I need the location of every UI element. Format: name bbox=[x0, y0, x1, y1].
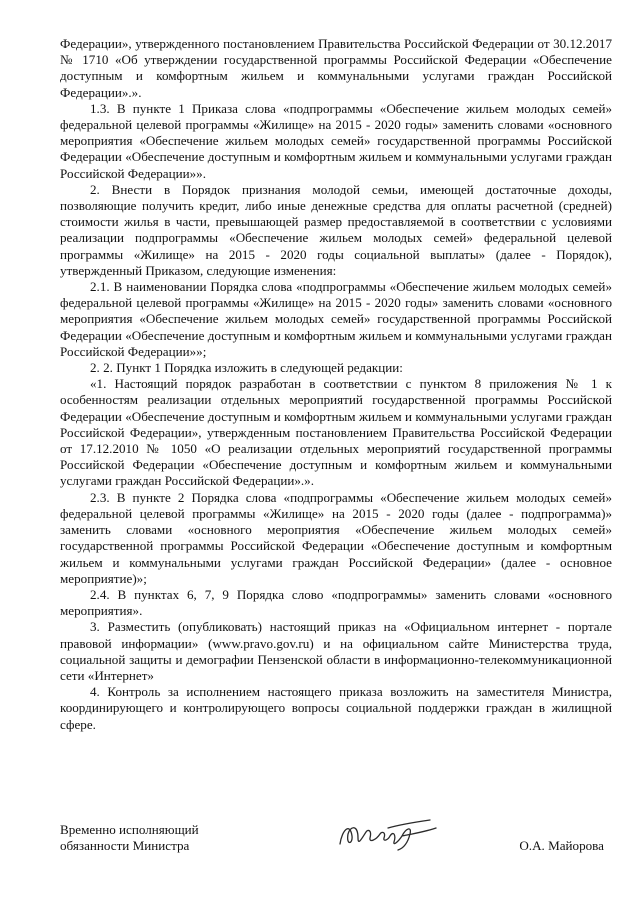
paragraph-10: 4. Контроль за исполнением настоящего приказа возложить на заместителя Министра, координирующего и контролирующего вопросы социальной поддержки граждан в жилищной сфере. bbox=[60, 684, 612, 732]
paragraph-2: 1.3. В пункте 1 Приказа слова «подпрограммы «Обеспечение жильем молодых семей» федеральной целевой программы «Жилище» на 2015 - 2020 годы» заменить словами «основного мероприятия «Обеспечение жильем молодых семей» государственной программы Российской Федерации «Обеспечение доступным и комфортным жильем и коммунальными услугами граждан Российской Федерации»». bbox=[60, 100, 612, 181]
signatory-name: О.А. Майорова bbox=[519, 838, 604, 853]
paragraph-1: Федерации», утвержденного постановлением Правительства Российской Федерации от 30.12.2017 № 1710 «Об утверждении государственной программы Российской Федерации «Обеспечение доступным и комфортным жильем и коммунальными услугами граждан Российской Федерации».». bbox=[60, 36, 612, 100]
paragraph-8: 2.4. В пунктах 6, 7, 9 Порядка слово «подпрограммы» заменить словами «основного мероприятия». bbox=[60, 586, 612, 619]
signature-block bbox=[60, 822, 612, 862]
paragraph-5: 2. 2. Пункт 1 Порядка изложить в следующей редакции: bbox=[90, 360, 403, 376]
paragraph-7: 2.3. В пункте 2 Порядка слова «подпрограммы «Обеспечение жильем молодых семей» федеральной целевой программы «Жилище» на 2015 - 2020 годы (далее - подпрограмма)» заменить словами «основного мероприятия «Обеспечение жильем молодых семей» государственной программы Российской Федерации «Обеспечение доступным и комфортным жильем и коммунальными услугами граждан Российской Федерации» (далее - основное мероприятие)»; bbox=[60, 489, 612, 586]
handwritten-signature bbox=[332, 816, 442, 856]
paragraph-4: 2.1. В наименовании Порядка слова «подпрограммы «Обеспечение жильем молодых семей» федеральной целевой программы «Жилище» на 2015 - 2020 годы» заменить словами «основного мероприятия «Обеспечение жильем молодых семей» государственной программы Российской Федерации «Обеспечение доступным и комфортным жильем и коммунальными услугами граждан Российской Федерации»»; bbox=[60, 279, 612, 359]
paragraph-6: «1. Настоящий порядок разработан в соответствии с пунктом 8 приложения № 1 к особенностям реализации отдельных мероприятий государственной программы Российской Федерации «Обеспечение доступным и комфортным жильем и коммунальными услугами граждан Российской Федерации», утвержденным постановлением Правительства Российской Федерации от 17.12.2010 № 1050 «О реализации отдельных мероприятий государственной программы Российской Федерации «Обеспечение доступным и комфортным жильем и коммунальными услугами граждан Российской Федерации».». bbox=[60, 376, 612, 489]
paragraph-3: 2. Внести в Порядок признания молодой семьи, имеющей достаточные доходы, позволяющие получить кредит, либо иные денежные средства для оплаты расчетной (средней) стоимости жилья в части, превышающей размер предоставляемой в соответствии с условиями реализации подпрограммы «Обеспечение жильем молодых семей» федеральной целевой программы «Жилище» на 2015 - 2020 годы социальной выплаты» (далее - Порядок), утвержденный Приказом, следующие изменения: bbox=[60, 181, 612, 278]
signatory-title: Временно исполняющий обязанности Министра bbox=[60, 822, 199, 854]
paragraph-9: 3. Разместить (опубликовать) настоящий приказ на «Официальном интернет - портале правовой информации» (www.pravo.gov.ru) и на официальном сайте Министерства труда, социальной защиты и демографии Пензенской области в информационно-телекоммуникационной сети «Интернет» bbox=[60, 619, 612, 683]
document-body bbox=[60, 36, 612, 733]
